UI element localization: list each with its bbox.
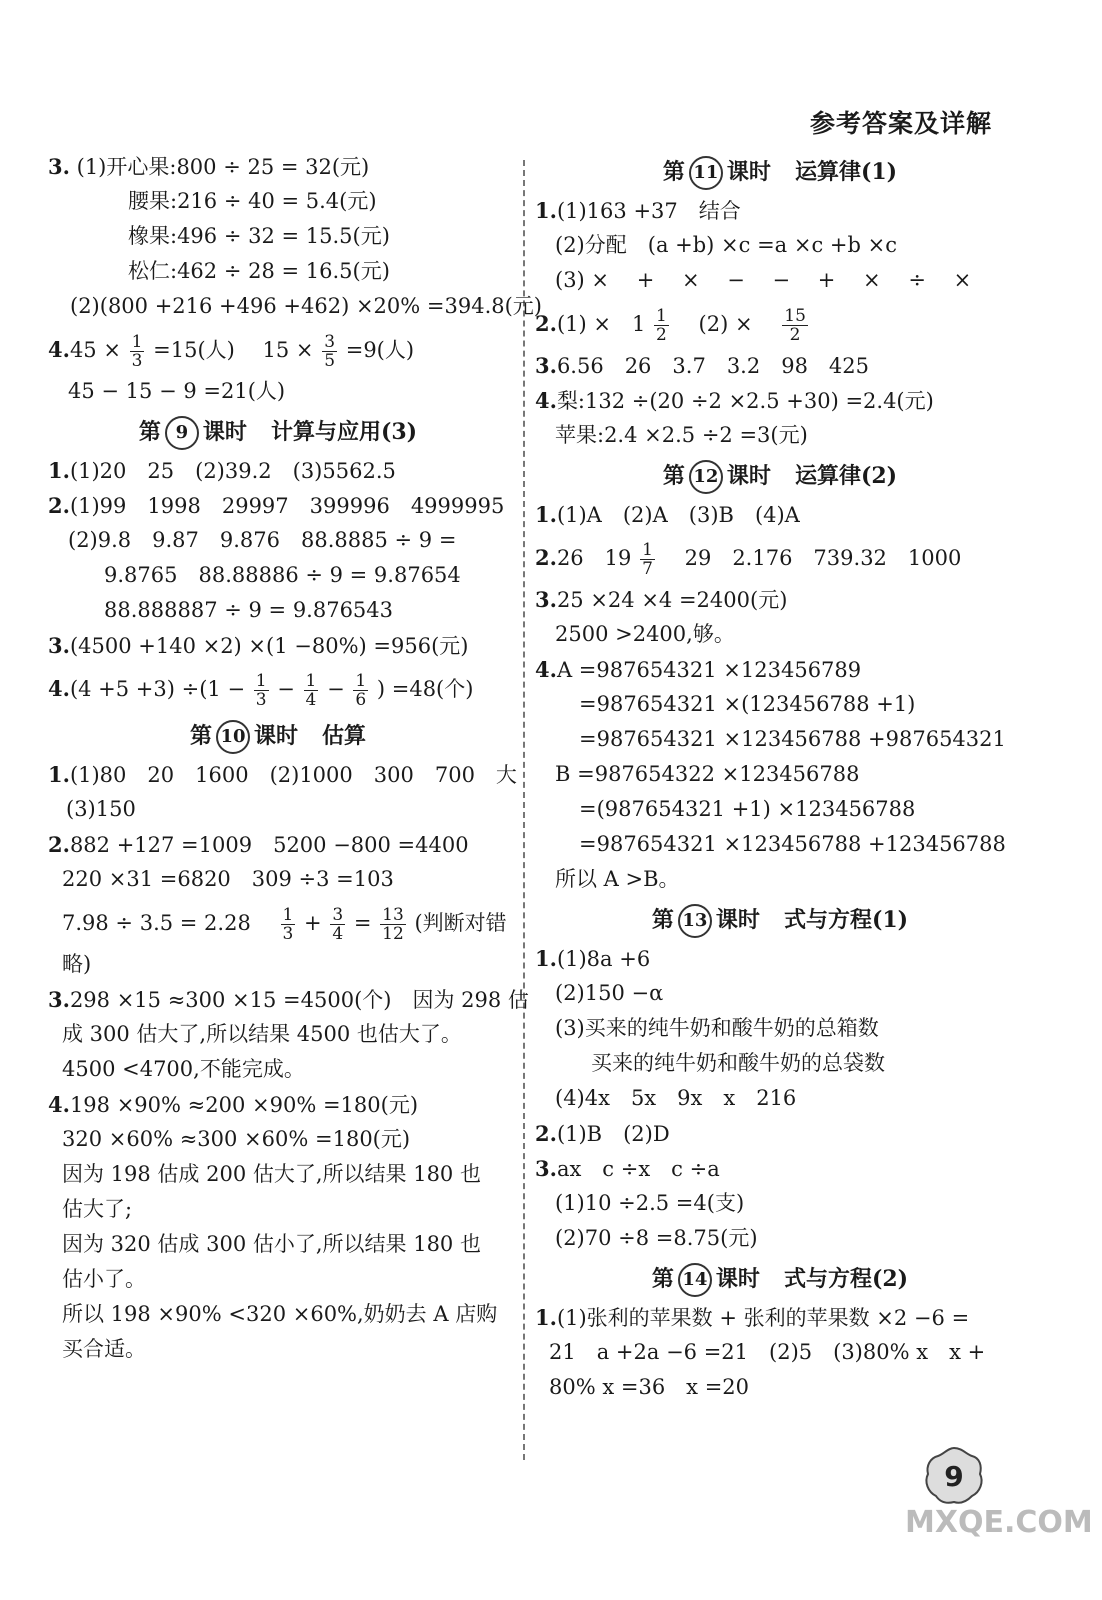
answer-line: 3.25 ×24 ×4 =2400(元) [535,587,788,612]
answer-line: 9.8765 88.88886 ÷ 9 = 9.87654 [104,563,461,587]
answer-line: 估大了; [62,1197,133,1221]
answer-line: 7.98 ÷ 3.5 = 2.28 $\frac{1}{3}$ + $\frac{3}{4}$ = $\frac{13}{12}$ (判断对错 [62,905,507,944]
answer-line: =987654321 ×123456788 +987654321 [579,727,1006,751]
answer-line: 因为 198 估成 200 估大了,所以结果 180 也 [62,1162,481,1186]
page-header: 参考答案及详解 [809,109,992,138]
answer-line: =(987654321 +1) ×123456788 [579,797,916,821]
answer-line: 4.梨:132 ÷(20 ÷2 ×2.5 +30) =2.4(元) [535,388,934,413]
section-title-12: 第 12 课时 运算律(2) [535,454,1025,498]
answer-line: 88.888887 ÷ 9 = 9.876543 [104,598,394,622]
section-title-10: 第 10 课时 估算 [48,714,508,758]
fraction: $\frac{1}{2}$ [656,306,667,345]
fraction: $\frac{1}{4}$ [305,671,317,710]
section-title-9: 第 9 课时 计算与应用(3) [48,410,508,454]
answer-line: (1)10 ÷2.5 =4(支) [555,1191,745,1215]
answer-line: 估小了。 [62,1267,146,1291]
answer-line: 略) [62,952,92,976]
answer-line: 1.(1)163 +37 结合 [535,198,741,223]
answer-line: 买来的纯牛奶和酸牛奶的总袋数 [591,1051,885,1075]
answer-line: 3.(4500 +140 ×2) ×(1 −80%) =956(元) [48,633,469,658]
fraction: $\frac{1}{3}$ [131,332,143,371]
answer-line: 松仁:462 ÷ 28 = 16.5(元) [128,259,390,283]
answer-line: 1.(1)张利的苹果数 + 张利的苹果数 ×2 −6 = [535,1305,970,1330]
answer-line: 45 − 15 − 9 =21(人) [68,379,286,403]
answer-line: 4.A =987654321 ×123456789 [535,657,862,682]
answer-line: 2.(1) × 1 $\frac{1}{2}$ (2) × $\frac{15}{2}$ [535,306,806,345]
answer-line: 21 a +2a −6 =21 (2)5 (3)80% x x + [549,1340,986,1364]
answer-line: B =987654322 ×123456788 [555,762,860,786]
answer-line: 腰果:216 ÷ 40 = 5.4(元) [128,189,377,213]
section-title-14: 第 14 课时 式与方程(2) [535,1257,1025,1301]
answer-line: 买合适。 [62,1337,146,1361]
answer-line: 4500 <4700,不能完成。 [62,1057,305,1081]
left-column [48,150,542,1368]
answer-line: 1.(1)A (2)A (3)B (4)A [535,502,800,527]
answer-line: 3.298 ×15 ≈300 ×15 =4500(个) 因为 298 估 [48,987,529,1012]
answer-line: (2)9.8 9.87 9.876 88.8885 ÷ 9 = [68,528,457,552]
answer-line: 所以 A >B。 [555,867,680,891]
answer-line: 2.(1)B (2)D [535,1121,670,1146]
page-number-badge [922,1444,986,1508]
fraction: $\frac{3}{4}$ [332,905,344,944]
answer-line: 3. (1)开心果:800 ÷ 25 = 32(元) [48,154,370,179]
answer-line: 1.(1)8a +6 [535,946,651,971]
answer-line: 橡果:496 ÷ 32 = 15.5(元) [128,224,390,248]
answer-line: 3.6.56 26 3.7 3.2 98 425 [535,353,870,378]
section-title-13: 第 13 课时 式与方程(1) [535,898,1025,942]
answer-line: 4.198 ×90% ≈200 ×90% =180(元) [48,1092,419,1117]
answer-line: 2500 >2400,够。 [555,622,735,646]
fraction: $\frac{1}{6}$ [355,671,367,710]
answer-line: 所以 198 ×90% <320 ×60%,奶奶去 A 店购 [62,1302,498,1326]
answer-line: 2.26 19 $\frac{1}{7}$ 29 2.176 739.32 1000 [535,540,962,579]
answer-line: (2)(800 +216 +496 +462) ×20% =394.8(元) [70,294,542,318]
answer-line: 220 ×31 =6820 309 ÷3 =103 [62,867,394,891]
fraction: $\frac{3}{5}$ [324,332,336,371]
answer-line: (3)150 [66,797,136,821]
answer-line: 4.45 × $\frac{1}{3}$ =15(人) 15 × $\frac{3}{5}$ =9(人) [48,332,415,371]
fraction: $\frac{1}{3}$ [255,671,267,710]
answer-line: 3.ax c ÷x c ÷a [535,1156,720,1181]
fraction: $\frac{1}{3}$ [282,905,294,944]
answer-line: =987654321 ×123456788 +123456788 [579,832,1006,856]
answer-line: (2)150 −α [555,981,664,1005]
answer-line: (3)买来的纯牛奶和酸牛奶的总箱数 [555,1016,879,1040]
answer-line: (4)4x 5x 9x x 216 [555,1086,797,1110]
answer-line: (2)分配 (a +b) ×c =a ×c +b ×c [555,233,897,257]
answer-line: 80% x =36 x =20 [549,1375,750,1399]
watermark: MXQE.COM [905,1505,1093,1540]
answer-line: 因为 320 估成 300 估小了,所以结果 180 也 [62,1232,481,1256]
answer-line: 1.(1)20 25 (2)39.2 (3)5562.5 [48,458,396,483]
answer-line: =987654321 ×(123456788 +1) [579,692,916,716]
answer-line: (2)70 ÷8 =8.75(元) [555,1226,758,1250]
answer-line: 4.(4 +5 +3) ÷(1 − $\frac{1}{3}$ − $\frac{1}{4}$ − $\frac{1}{6}$ ) =48(个) [48,671,474,710]
column-divider [523,160,525,1460]
answer-line: 2.882 +127 =1009 5200 −800 =4400 [48,832,469,857]
answer-line: 苹果:2.4 ×2.5 ÷2 =3(元) [555,423,808,447]
fraction: $\frac{13}{12}$ [382,905,404,944]
answer-line: 2.(1)99 1998 29997 399996 4999995 [48,493,505,518]
answer-line: 1.(1)80 20 1600 (2)1000 300 700 大 [48,762,517,787]
answer-line: (3) × + × − − + × ÷ × [555,268,972,292]
answer-line: 320 ×60% ≈300 ×60% =180(元) [62,1127,411,1151]
fraction: $\frac{15}{2}$ [784,306,806,345]
page-number: 9 [944,1460,964,1493]
answer-line: 成 300 估大了,所以结果 4500 也估大了。 [62,1022,462,1046]
right-column [535,150,1025,1406]
section-title-11: 第 11 课时 运算律(1) [535,150,1025,194]
fraction: $\frac{1}{7}$ [642,540,653,579]
